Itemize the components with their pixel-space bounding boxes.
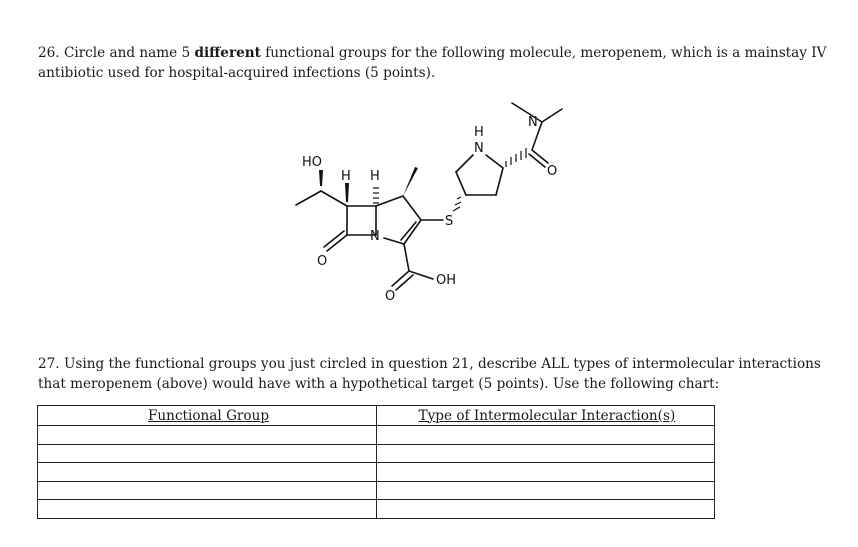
label-ring-nitrogen: N [370, 229, 380, 244]
question-26 [38, 43, 828, 83]
interaction-cell[interactable] [376, 463, 715, 482]
table-row [38, 444, 715, 463]
functional-group-cell[interactable] [38, 500, 377, 519]
functional-group-cell[interactable] [38, 463, 377, 482]
table-row [38, 500, 715, 519]
question-27: 27. Using the functional groups you just circled in question 21, describe ALL types of intermolecular interactions that meropenem (above) would have with a hypothetical target (5 points). Use the following chart: [38, 356, 821, 392]
label-ho: HO [302, 155, 323, 170]
interaction-cell[interactable] [376, 444, 715, 463]
table-row [38, 463, 715, 482]
label-h-left: H [341, 169, 351, 184]
functional-group-cell[interactable] [38, 426, 377, 445]
table-row [38, 481, 715, 500]
interaction-cell[interactable] [376, 481, 715, 500]
label-amide-oxygen: O [547, 164, 558, 179]
label-dimethylamine-n: N [528, 115, 538, 130]
interaction-cell[interactable] [376, 500, 715, 519]
question-26-suffix: functional groups for the following molecule, meropenem, which is a mainstay IV antibiotic used for hospital-acquired infections (5 points). [38, 45, 827, 81]
label-hydroxyl: OH [436, 273, 457, 288]
label-acid-oxygen: O [385, 289, 396, 304]
question-26-emphasis: different [194, 45, 261, 61]
functional-group-cell[interactable] [38, 444, 377, 463]
chart-header-row [38, 406, 715, 426]
functional-group-chart [37, 405, 715, 519]
label-amine-h: H [474, 125, 484, 140]
label-h-right: H [370, 169, 380, 184]
label-amine-n: N [474, 141, 484, 156]
label-sulfur: S [445, 214, 454, 229]
functional-group-cell[interactable] [38, 481, 377, 500]
header-functional-group: Functional Group [38, 406, 377, 426]
header-interaction-type: Type of Intermolecular Interaction(s) [376, 406, 715, 426]
meropenem-structure [280, 90, 590, 310]
label-lactam-oxygen: O [317, 254, 328, 269]
interaction-cell[interactable] [376, 426, 715, 445]
question-26-prefix: 26. Circle and name 5 [38, 45, 195, 61]
table-row [38, 426, 715, 445]
